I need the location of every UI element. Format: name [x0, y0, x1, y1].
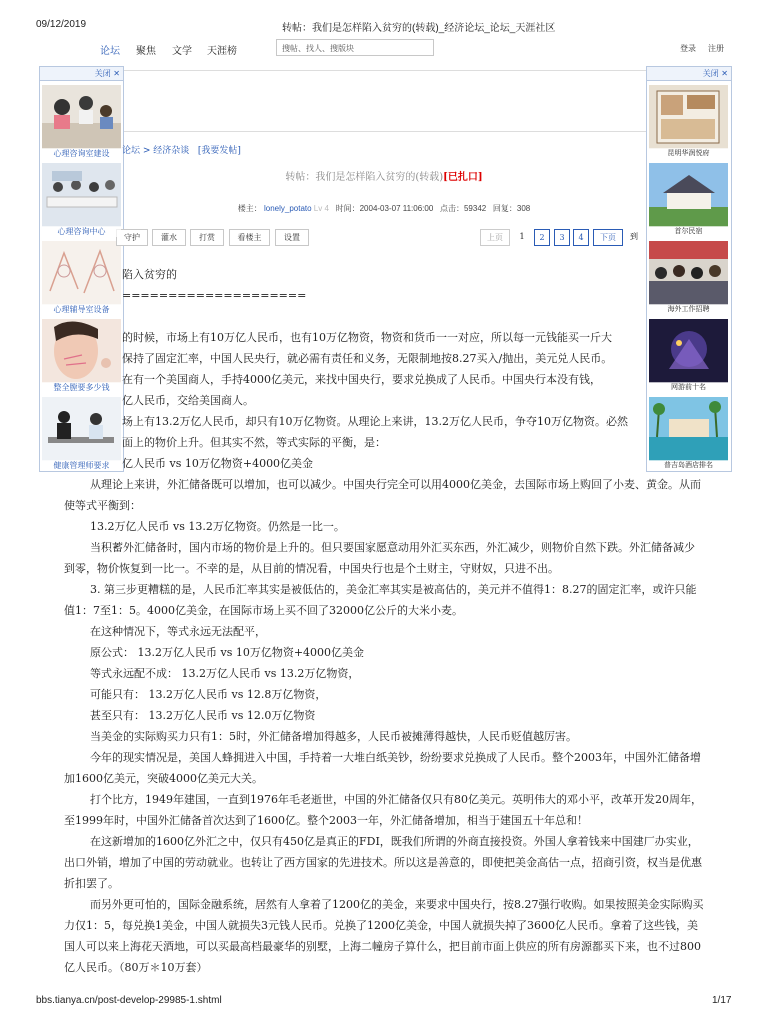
- search-input[interactable]: 搜帖、找人、搜版块: [276, 39, 434, 56]
- page-3[interactable]: 3: [554, 229, 570, 246]
- article-paragraph: 今年的现实情况是，美国人蜂拥进入中国，手持着一大堆白纸美钞，纷纷要求兑换成了人民币。整个2003年，中国外汇储备增加1600亿美元，突破4000亿美元大关。: [64, 751, 701, 785]
- ad-right-5-caption: 普吉岛酒店排名: [649, 460, 728, 471]
- guesthouse-photo: [649, 163, 728, 227]
- nav-forum[interactable]: 论坛: [100, 46, 120, 57]
- breadcrumb-path[interactable]: 论坛 > 经济杂谈: [122, 146, 190, 156]
- nav-literature[interactable]: 文学: [172, 46, 192, 57]
- article-paragraph: 原公式： 13.2万亿人民币 vs 10万亿物资+4000亿美金: [90, 646, 365, 659]
- article-paragraph: 甚至只有： 13.2万亿人民币 vs 12.0万亿物资: [90, 709, 316, 722]
- author-level: Lv 4: [313, 204, 329, 213]
- prev-page-button[interactable]: 上页: [480, 229, 510, 246]
- left-ad-close[interactable]: 关闭 ✕: [40, 67, 123, 81]
- article-paragraph: 3. 第三步更糟糕的是，人民币汇率其实是被低估的，美金汇率其实是被高估的，美元并不值得1：8.27的固定汇率，或许只能值1：7至1：5。4000亿美金，在国际市场上买不回了32000亿公斤的大米小麦。: [64, 583, 697, 617]
- article-paragraph: 可能只有： 13.2万亿人民币 vs 12.8万亿物资，: [90, 688, 327, 701]
- post-time: 时间：2004-03-07 11:06:00: [335, 204, 434, 213]
- post-meta: [122, 203, 646, 214]
- ad-right-4-caption: 网游前十名: [649, 382, 728, 393]
- meeting-photo: [42, 163, 121, 227]
- print-title: 转帖：我们是怎样陷入贫穷的(转载)_经济论坛_论坛_天涯社区: [282, 23, 556, 34]
- water-button[interactable]: 灌水: [152, 229, 186, 246]
- ad-left-1-caption: 心理咨询室建设: [42, 148, 121, 159]
- tip-button[interactable]: 打赏: [190, 229, 224, 246]
- nav-focus[interactable]: 聚焦: [136, 46, 156, 57]
- ad-right-1[interactable]: [649, 85, 728, 159]
- print-url: bbs.tianya.cn/post-develop-29985-1.shtml: [36, 995, 222, 1006]
- article-paragraph: 陷入贫穷的: [122, 268, 177, 281]
- article-paragraph: 当美金的实际购买力只有1：5时，外汇储备增加得越多，人民币被摊薄得越快，人民币贬值越厉害。: [90, 730, 577, 743]
- article-paragraph: ====================: [122, 289, 307, 302]
- post-replies: 回复：308: [492, 204, 531, 213]
- print-date: 09/12/2019: [36, 19, 87, 30]
- ad-left-2-caption: 心理咨询中心: [42, 226, 121, 237]
- ad-right-3-caption: 海外工作招聘: [649, 304, 728, 315]
- ad-left-5-caption: 健康管理师要求: [42, 460, 121, 471]
- article-paragraph: 在有一个美国商人，手持4000亿美元，来找中国央行，要求兑换成了人民币。中国央行本没有钱，: [122, 373, 601, 386]
- page-1: 1: [519, 232, 525, 241]
- author-label: 楼主：: [237, 204, 262, 213]
- article-paragraph: 从理论上来讲，外汇储备既可以增加，也可以减少。中国央行完全可以用4000亿美金，去国际市场上购回了小麦、黄金。从而使等式平衡到：: [64, 478, 701, 512]
- next-page-button[interactable]: 下页: [593, 229, 623, 246]
- article-body: [64, 264, 704, 978]
- settings-button[interactable]: 设置: [275, 229, 309, 246]
- ad-right-1-caption: 昆明华润悦府: [649, 148, 728, 159]
- article-paragraph: 当积蓄外汇储备时，国内市场的物价是上升的。但只要国家愿意动用外汇买东西，外汇减少，则物价自然下跌。外汇储备减少到零，物价恢复到一比一。不幸的是，从目前的情况看，中国央行也是个土财主，守财奴，只进不出。: [64, 541, 695, 575]
- nav-ranking[interactable]: 天涯榜: [207, 46, 237, 57]
- article-paragraph: 亿人民币 vs 10万亿物资+4000亿美金: [122, 457, 314, 470]
- register-link[interactable]: 注册: [708, 44, 724, 53]
- ad-left-2[interactable]: [42, 163, 121, 237]
- goto-label: 到: [630, 232, 638, 241]
- post-clicks: 点击：59342: [439, 204, 487, 213]
- new-post-link[interactable]: [我要发帖]: [197, 146, 241, 156]
- article-paragraph: 场上有13.2万亿人民币，却只有10万亿物资。从理论上来讲，13.2万亿人民币，争夺10万亿物资。必然: [122, 415, 628, 428]
- article-paragraph: 在这种情况下，等式永远无法配平，: [90, 625, 266, 638]
- ad-left-1[interactable]: [42, 85, 121, 159]
- ad-left-4-caption: 整全膛要多少钱: [42, 382, 121, 393]
- article-paragraph: 的时候，市场上有10万亿人民币，也有10万亿物资，物资和货币一一对应，所以每一元钱能买一斤大: [122, 331, 612, 344]
- post-title: [122, 168, 646, 183]
- locked-tag: [已扎口]: [443, 172, 483, 183]
- page-2[interactable]: 2: [534, 229, 550, 246]
- print-page-number: 1/17: [712, 995, 732, 1006]
- page-4[interactable]: 4: [573, 229, 589, 246]
- login-link[interactable]: 登录: [680, 44, 696, 53]
- ad-left-3-caption: 心理辅导室设备: [42, 304, 121, 315]
- floorplan-photo: [649, 85, 728, 149]
- banner-frame: [122, 70, 646, 132]
- classroom-photo: [42, 85, 121, 149]
- article-paragraph: 打个比方，1949年建国，一直到1976年毛老逝世，中国的外汇储备仅只有80亿美元。英明伟大的邓小平，改革开发20周年，至1999年时，中国外汇储备首次达到了1600亿。整个2003一年，外汇储备增加，相当于建国五十年总和！: [64, 793, 702, 827]
- author-link[interactable]: lonely_potato: [263, 204, 312, 213]
- breadcrumb: [122, 143, 241, 156]
- article-paragraph: 而另外更可怕的，国际金融系统，居然有人拿着了1200亿的美金，来要求中国央行，按8.27强行收购。如果按照美金实际购买力仅1：5，每兑换1美金，中国人就损失3元钱人民币。兑换了1200亿美金，中国人就损失掉了3600亿人民币。拿着了这些钱，美国人可以来上海花天酒地，可以买最高档最豪华的别墅，上海二幢房子算什么，把目前市面上供应的所有房源都买下来，也不过800亿人民币。（80万＊10万套）: [64, 898, 704, 974]
- article-paragraph: 等式永远配不成： 13.2万亿人民币 vs 13.2万亿物资，: [90, 667, 360, 680]
- ad-right-2[interactable]: [649, 163, 728, 237]
- top-nav: [0, 38, 768, 60]
- guard-button[interactable]: 守护: [116, 229, 148, 246]
- right-ad-close[interactable]: 关闭 ✕: [647, 67, 731, 81]
- article-paragraph: 在这新增加的1600亿外汇之中，仅只有450亿是真正的FDI，既我们所谓的外商直接投资。外国人拿着钱来中国建厂办实业，出口外销，增加了中国的劳动就业。也转让了西方国家的先进技术。所以这是善意的，即使把美金高估一点，招商引资，权当是优惠折扣罢了。: [64, 835, 702, 890]
- article-paragraph: 13.2万亿人民币 vs 13.2万亿物资。仍然是一比一。: [90, 520, 345, 533]
- article-paragraph: 保持了固定汇率，中国人民央行，就必需有责任和义务，无限制地按8.27买入/抛出，美元兑人民币。: [122, 352, 613, 365]
- ad-right-2-caption: 首尔民宿: [649, 226, 728, 237]
- post-title-text: 转帖：我们是怎样陷入贫穷的(转载): [285, 172, 444, 183]
- view-author-button[interactable]: 看楼主: [229, 229, 270, 246]
- article-paragraph: 面上的物价上升。但其实不然，等式实际的平衡，是：: [122, 436, 386, 449]
- article-paragraph: [64, 306, 704, 327]
- article-paragraph: 亿人民币，交给美国商人。: [122, 394, 254, 407]
